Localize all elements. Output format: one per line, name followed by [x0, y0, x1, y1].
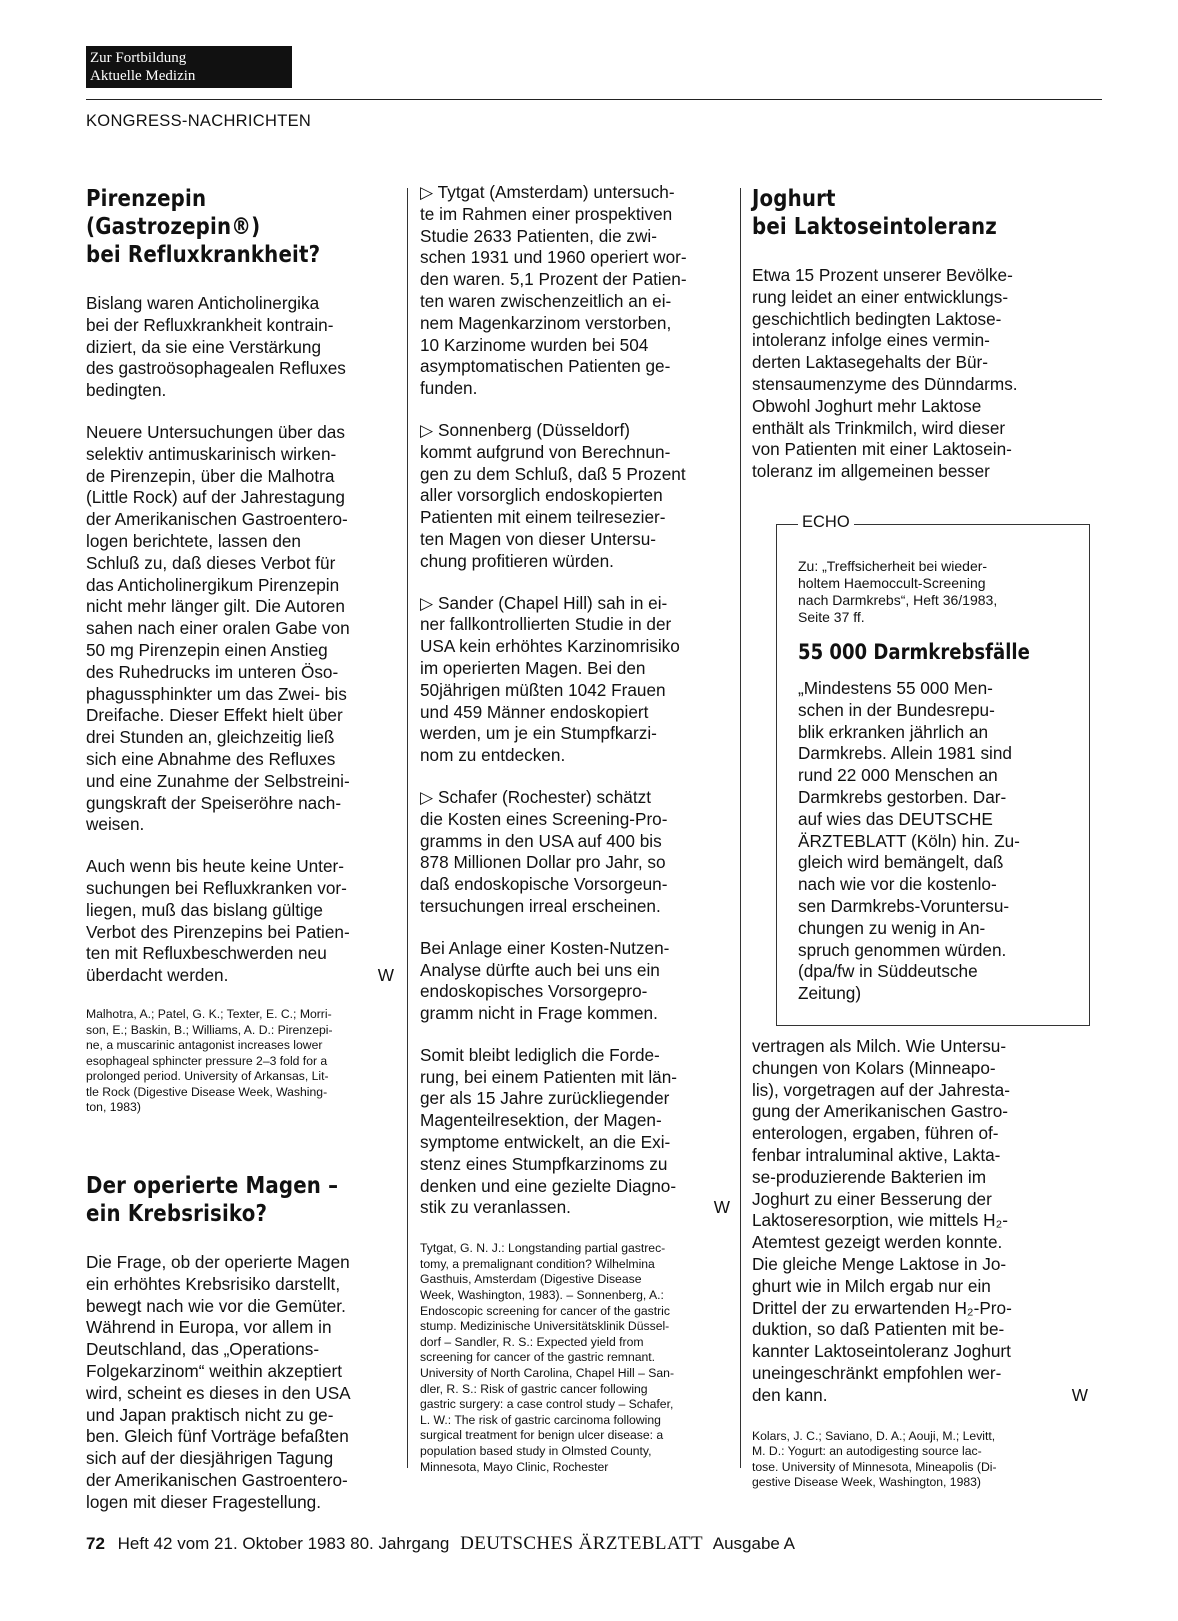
paragraph: Bei Anlage einer Kosten-Nutzen- Analyse dürfte auch bei uns ein endoskopisches Vorsorgepro- gramm nicht in Frage kommen.	[420, 937, 670, 1024]
paragraph-with-signature	[752, 1036, 1088, 1407]
paragraph: ▷ Tytgat (Amsterdam) untersuch- te im Rahmen einer prospektiven Studie 2633 Patienten, die zwi- schen 1931 und 1960 operiert wor- den waren. 5,1 Prozent der Patien- ten waren zwischenzeitlich an ei- nem Magenkarzinom verstorben, 10 Karzinome wurden bei 504 asymptomatischen Patienten ge- funden.	[420, 182, 687, 399]
echo-source: Zu: „Treffsicherheit bei wieder- holtem Haemoccult-Screening nach Darmkrebs“, Heft 36/1983, Seite 37 ff.	[798, 558, 998, 625]
edition: Ausgabe A	[712, 1534, 796, 1553]
paragraph: Die Frage, ob der operierte Magen ein erhöhtes Krebsrisiko darstellt, bewegt nach wie vor die Gemüter. Während in Europa, vor allem in Deutschland, das „Operations- Folgekarzinom“ weithin akzeptiert wird, scheint es dieses in den USA und Japan praktisch nicht zu ge- ben. Gleich fünf Vorträge befaßten sich auf der diesjährigen Tagung der Amerikanischen Gastroentero- logen mit dieser Fragestellung.	[86, 1252, 351, 1512]
author-signature: W	[1071, 1384, 1088, 1405]
paragraph: Bislang waren Anticholinergika bei der Refluxkrankheit kontrain- diziert, da sie eine Verstärkung des gastroösophagealen Refluxes bedingten.	[86, 293, 346, 401]
echo-title: 55 000 Darmkrebsfälle	[798, 640, 1030, 664]
echo-text: „Mindestens 55 000 Men- schen in der Bundesrepu- blik erkranken jährlich an Darmkrebs. Allein 1981 sind rund 22 000 Menschen an Darmkrebs gestorben. Dar- auf wies das DEUTSCHE ÄRZTEBLATT (Köln) hin. Zu- gleich wird bemängelt, daß nach wie vor die kostenlo- sen Darmkrebs-Voruntersu- chungen zu wenig in An- spruch genommen würden. (dpa/fw in Süddeutsche Zeitung)	[798, 678, 1020, 1004]
page-number: 72	[86, 1534, 105, 1553]
article-title-pirenzepin: Pirenzepin (Gastrozepin®) bei Refluxkrankheit?	[86, 186, 321, 268]
echo-label: ECHO	[798, 513, 854, 532]
paragraph: Etwa 15 Prozent unserer Bevölke- rung leidet an einer entwicklungs- geschichtlich bedingten Laktose- intoleranz infolge eines vermin- derten Laktasegehalts der Bür- stensaumenzyme des Dünndarms. Obwohl Joghurt mehr Laktose enthält als Trinkmilch, wird dieser von Patienten mit einer Laktosein- toleranz im allgemeinen besser	[752, 265, 1018, 482]
column-3-top	[752, 185, 1088, 503]
page-footer	[86, 1533, 795, 1555]
paragraph-text: Auch wenn bis heute keine Unter- suchungen bei Refluxkranken vor- liegen, muß das bislang gültige Verbot des Pirenzepins bei Patien- ten mit Refluxbeschwerden neu überdacht werden.	[86, 856, 350, 986]
kicker: KONGRESS-NACHRICHTEN	[86, 112, 312, 130]
header-rule	[86, 99, 1102, 100]
paragraph: ▷ Schafer (Rochester) schätzt die Kosten eines Screening-Pro- gramms in den USA auf 400 bis 878 Millionen Dollar pro Jahr, so daß endoskopische Vorsorgeun- tersuchungen irreal erscheinen.	[420, 786, 668, 916]
paragraph-text: vertragen als Milch. Wie Untersu- chungen von Kolars (Minneapo- lis), vorgetragen auf der Jahresta- gung der Amerikanischen Gastro- enterologen, ergaben, führen of- fenbar intraluminal aktive, Lakta- se-produzierende Bakterien im Joghurt zu einer Besserung der Laktoseresorption, wie mittels H₂- Atemtest gezeigt werden konnte. Die gleiche Menge Laktose in Jo- ghurt wie in Milch ergab nur ein Drittel der zu erwartenden H₂-Pro- duktion, so daß Patienten mit be- kannter Laktoseintoleranz Joghurt uneingeschränkt empfohlen wer- den kann.	[752, 1036, 1012, 1405]
paragraph-with-signature	[86, 856, 394, 987]
author-signature: W	[377, 965, 394, 986]
section-label-line1: Zur Fortbildung	[90, 50, 187, 66]
article-title-joghurt: Joghurt bei Laktoseintoleranz	[752, 186, 997, 240]
journal-name: DEUTSCHES ÄRZTEBLATT	[460, 1533, 703, 1554]
section-label-box	[86, 46, 292, 88]
column-divider	[740, 188, 741, 1468]
reference: Kolars, J. C.; Saviano, D. A.; Aouji, M.; Levitt, M. D.: Yogurt: an autodigesting source lac- tose. University of Minnesota, Mineapolis (Di- gestive Disease Week, Washington, 1983)	[752, 1428, 997, 1490]
reference: Malhotra, A.; Patel, G. K.; Texter, E. C.; Morri- son, E.; Baskin, B.; Williams, A. D.: Pirenzepi- ne, a muscarinic antagonist increases lower esophageal sphincter pressure 2–3 fold for a prolonged period. University of Arkansas, Lit- tle Rock (Digestive Disease Week, Washing- ton, 1983)	[86, 1006, 333, 1115]
paragraph: ▷ Sonnenberg (Düsseldorf) kommt aufgrund von Berechnun- gen zu dem Schluß, daß 5 Prozent aller vorsorglich endoskopierten Patienten mit einem teilresezier- ten Magen von dieser Untersu- chung profitieren würden.	[420, 419, 686, 571]
column-3-bottom	[752, 1036, 1088, 1491]
reference: Tytgat, G. N. J.: Longstanding partial gastrec- tomy, a premalignant condition? Wilhelmina Gasthuis, Amsterdam (Digestive Disease Week, Washington, 1983). – Sonnenberg, A.: Endoscopic screening for cancer of the gastric stump. Medizinische Universitätsklinik Düssel- dorf – Sandler, R. S.: Expected yield from screening for cancer of the gastric remnant. University of North Carolina, Chapel Hill – San- dler, R. S.: Risk of gastric cancer following gastric surgery: a case control study – Schafer, L. W.: The risk of gastric carcinoma following surgical treatment for benign ulcer disease: a population based study in Olmsted County, Minnesota, Mayo Clinic, Rochester	[420, 1241, 675, 1474]
column-divider	[407, 188, 408, 1468]
column-2	[420, 182, 730, 1475]
section-label-line2: Aktuelle Medizin	[90, 68, 196, 84]
author-signature: W	[713, 1197, 730, 1218]
column-1	[86, 185, 394, 1534]
paragraph: Neuere Untersuchungen über das selektiv antimuskarinisch wirken- de Pirenzepin, über die Malhotra (Little Rock) auf der Jahrestagung der Amerikanischen Gastroentero- logen berichtete, lassen den Schluß zu, daß dieses Verbot für das Anticholinergikum Pirenzepin nicht mehr länger gilt. Die Autoren sahen nach einer oralen Gabe von 50 mg Pirenzepin einen Anstieg des Ruhedrucks im unteren Öso- phagussphinkter um das Zwei- bis Dreifache. Dieser Effekt hielt über drei Stunden an, gleichzeitig ließ sich eine Abnahme des Refluxes und eine Zunahme der Selbstreini- gungskraft der Speiseröhre nach- weisen.	[86, 421, 350, 835]
paragraph: ▷ Sander (Chapel Hill) sah in ei- ner fallkontrollierten Studie in der USA kein erhöhtes Karzinomrisiko im operierten Magen. Bei den 50jährigen müßten 1042 Frauen und 459 Männer endoskopiert werden, um je ein Stumpfkarzi- nom zu entdecken.	[420, 592, 680, 766]
article-title-magen: Der operierte Magen – ein Krebsrisiko?	[86, 1173, 339, 1228]
issue-info: Heft 42 vom 21. Oktober 1983 80. Jahrgang	[117, 1534, 450, 1553]
paragraph-text: Somit bleibt lediglich die Forde- rung, bei einem Patienten mit län- ger als 15 Jahre zurückliegender Magenteilresektion, der Magen- symptome entwickelt, an die Exi- stenz eines Stumpfkarzinoms zu denken und eine gezielte Diagno- stik zu veranlassen.	[420, 1044, 677, 1218]
paragraph-with-signature	[420, 1045, 730, 1219]
